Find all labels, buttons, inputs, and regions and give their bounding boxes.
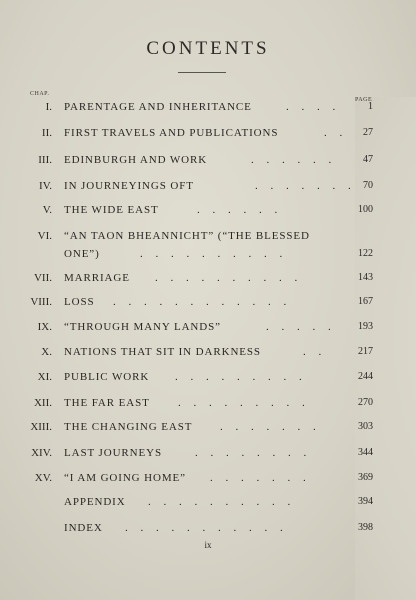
chapter-title: FIRST TRAVELS AND PUBLICATIONS	[64, 127, 279, 139]
chapter-number: IX.	[37, 321, 52, 333]
chapter-title: INDEX	[64, 522, 103, 534]
toc-entry	[0, 472, 416, 492]
chapter-title: IN JOURNEYINGS OFT	[64, 180, 194, 192]
page-number: 193	[358, 321, 373, 332]
dot-leader: . . . . . . . . . . .	[125, 522, 288, 534]
page-number: 369	[358, 472, 373, 483]
chapter-title: EDINBURGH AND WORK	[64, 154, 208, 166]
chapter-title: MARRIAGE	[64, 272, 130, 284]
page-title: CONTENTS	[146, 38, 270, 59]
chapter-title: PUBLIC WORK	[64, 371, 150, 383]
chapter-number: I.	[45, 101, 52, 113]
chapter-title: THE WIDE EAST	[64, 204, 159, 216]
chapter-number: VII.	[33, 272, 52, 284]
page-number: 270	[358, 397, 373, 408]
toc-entry	[0, 204, 416, 224]
page-number: 100	[358, 204, 373, 215]
chapter-number: VI.	[37, 230, 52, 242]
dot-leader: . . . . . . .	[210, 472, 311, 484]
toc-entry	[0, 296, 416, 316]
toc-entry	[0, 230, 416, 250]
page-folio: ix	[204, 540, 212, 550]
dot-leader: . . . . . .	[251, 154, 337, 166]
chapter-number: II.	[41, 127, 52, 139]
chapter-number: XIV.	[31, 447, 52, 459]
page-number: 217	[358, 346, 373, 357]
chapter-number: XIII.	[30, 421, 52, 433]
toc-entry	[0, 154, 416, 174]
dot-leader: . . . . . . . .	[195, 447, 312, 459]
chapter-number: V.	[42, 204, 52, 216]
dot-leader: . . . . . . . . .	[178, 397, 310, 409]
toc-entry	[0, 127, 416, 147]
dot-leader: . . . . . .	[197, 204, 283, 216]
chapter-title: ONE”)	[64, 248, 100, 260]
page-number: 344	[358, 447, 373, 458]
page-number: 244	[358, 371, 373, 382]
dot-leader: . . . . . . . . . .	[148, 496, 296, 508]
toc-entry	[0, 447, 416, 467]
chapter-title: “THROUGH MANY LANDS”	[64, 321, 221, 333]
page-column-header: PAGE	[355, 97, 416, 600]
chapter-title: PARENTAGE AND INHERITANCE	[64, 101, 252, 113]
toc-entry	[0, 496, 416, 516]
chapter-number: XII.	[33, 397, 52, 409]
dot-leader: . . . . . . . . .	[175, 371, 307, 383]
chapter-title: THE FAR EAST	[64, 397, 150, 409]
chapter-number: XV.	[34, 472, 52, 484]
dot-leader: . . . . . . .	[255, 180, 356, 192]
toc-entry	[0, 397, 416, 417]
dot-leader: . . . . .	[266, 321, 336, 333]
toc-entry	[0, 321, 416, 341]
dot-leader: . . . . . . . . . .	[155, 272, 303, 284]
page-number: 1	[368, 101, 373, 112]
chapter-number: VIII.	[30, 296, 52, 308]
dot-leader: . . . . . . . . . . . .	[113, 296, 292, 308]
page-number: 47	[363, 154, 373, 165]
chapter-column-header: CHAP.	[30, 91, 50, 97]
chapter-title: THE CHANGING EAST	[64, 421, 193, 433]
page-number: 143	[358, 272, 373, 283]
chapter-number: IV.	[39, 180, 52, 192]
chapter-title: APPENDIX	[64, 496, 126, 508]
toc-entry	[0, 522, 416, 542]
dot-leader: . . . . . . .	[220, 421, 321, 433]
dot-leader: . . . . . . . . . .	[140, 248, 288, 260]
page-number: 303	[358, 421, 373, 432]
toc-entry	[0, 421, 416, 441]
page-number: 122	[358, 248, 373, 259]
toc-entry	[0, 101, 416, 121]
toc-entry	[0, 346, 416, 366]
chapter-number: XI.	[37, 371, 52, 383]
dot-leader: . .	[303, 346, 327, 358]
toc-entry	[0, 180, 416, 200]
page-number: 167	[358, 296, 373, 307]
title-rule	[178, 72, 226, 73]
page-number: 398	[358, 522, 373, 533]
toc-entry	[0, 272, 416, 292]
chapter-title: NATIONS THAT SIT IN DARKNESS	[64, 346, 261, 358]
dot-leader: . . . .	[286, 101, 341, 113]
toc-entry	[0, 248, 416, 268]
page-number: 70	[363, 180, 373, 191]
chapter-title: “AN TAON BHEANNICHT” (“THE BLESSED	[64, 230, 310, 242]
page-number: 27	[363, 127, 373, 138]
chapter-title: “I AM GOING HOME”	[64, 472, 186, 484]
dot-leader: . .	[324, 127, 348, 139]
chapter-number: III.	[38, 154, 52, 166]
chapter-number: X.	[41, 346, 52, 358]
toc-entry	[0, 371, 416, 391]
page-number: 394	[358, 496, 373, 507]
chapter-title: LAST JOURNEYS	[64, 447, 162, 459]
chapter-title: LOSS	[64, 296, 95, 308]
